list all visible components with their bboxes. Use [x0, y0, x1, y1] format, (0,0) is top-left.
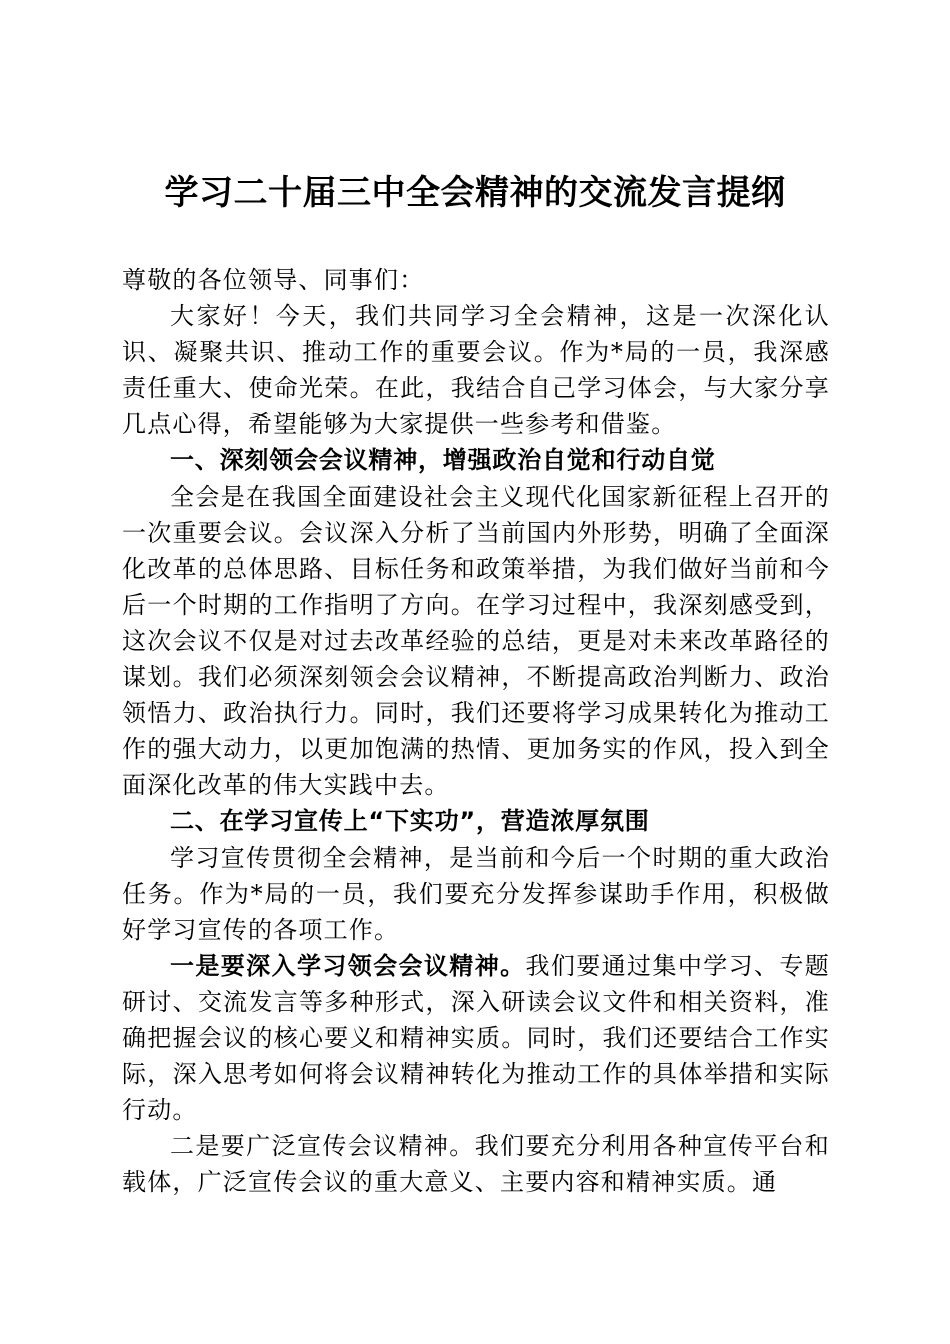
- document-title: 学习二十届三中全会精神的交流发言提纲: [164, 173, 786, 213]
- section-1-paragraph: 全会是在我国全面建设社会主义现代化国家新征程上召开的一次重要会议。会议深入分析了当前国内外形势，明确了全面深化改革的总体思路、目标任务和政策举措，为我们做好当前和今后一个时期的工作指明了方向。在学习过程中，我深刻感受到，这次会议不仅是对过去改革经验的总结，更是对未来改革路径的谋划。我们必须深刻领会会议精神，不断提高政治判断力、政治领悟力、政治执行力。同时，我们还要将学习成果转化为推动工作的强大动力，以更加饱满的热情、更加务实的作风，投入到全面深化改革的伟大实践中去。: [122, 482, 830, 800]
- point-1-body: 我们要通过集中学习、专题研讨、交流发言等多种形式，深入研读会议文件和相关资料，准确把握会议的核心要义和精神实质。同时，我们还要结合工作实际，深入思考如何将会议精神转化为推动工作的具体举措和实际行动。: [122, 951, 830, 1125]
- point-2-paragraph: 二是要广泛宣传会议精神。我们要充分利用各种宣传平台和载体，广泛宣传会议的重大意义、主要内容和精神实质。通: [122, 1132, 830, 1197]
- section-1-heading: 一、深刻领会会议精神，增强政治自觉和行动自觉: [170, 446, 716, 475]
- section-2-heading: 二、在学习宣传上“下实功”，营造浓厚氛围: [170, 807, 650, 836]
- salutation: 尊敬的各位领导、同事们：: [122, 266, 425, 294]
- section-2-paragraph: 学习宣传贯彻全会精神，是当前和今后一个时期的重大政治任务。作为*局的一员，我们要充分发挥参谋助手作用，积极做好学习宣传的各项工作。: [122, 843, 830, 944]
- point-1-lead: 一是要深入学习领会会议精神。: [170, 950, 526, 980]
- document-body: [122, 262, 830, 1200]
- intro-paragraph: 大家好！今天，我们共同学习全会精神，这是一次深化认识、凝聚共识、推动工作的重要会议。作为*局的一员，我深感责任重大、使命光荣。在此，我结合自己学习体会，与大家分享几点心得，希望能够为大家提供一些参考和借鉴。: [122, 302, 830, 439]
- point-1-paragraph: [122, 948, 830, 1128]
